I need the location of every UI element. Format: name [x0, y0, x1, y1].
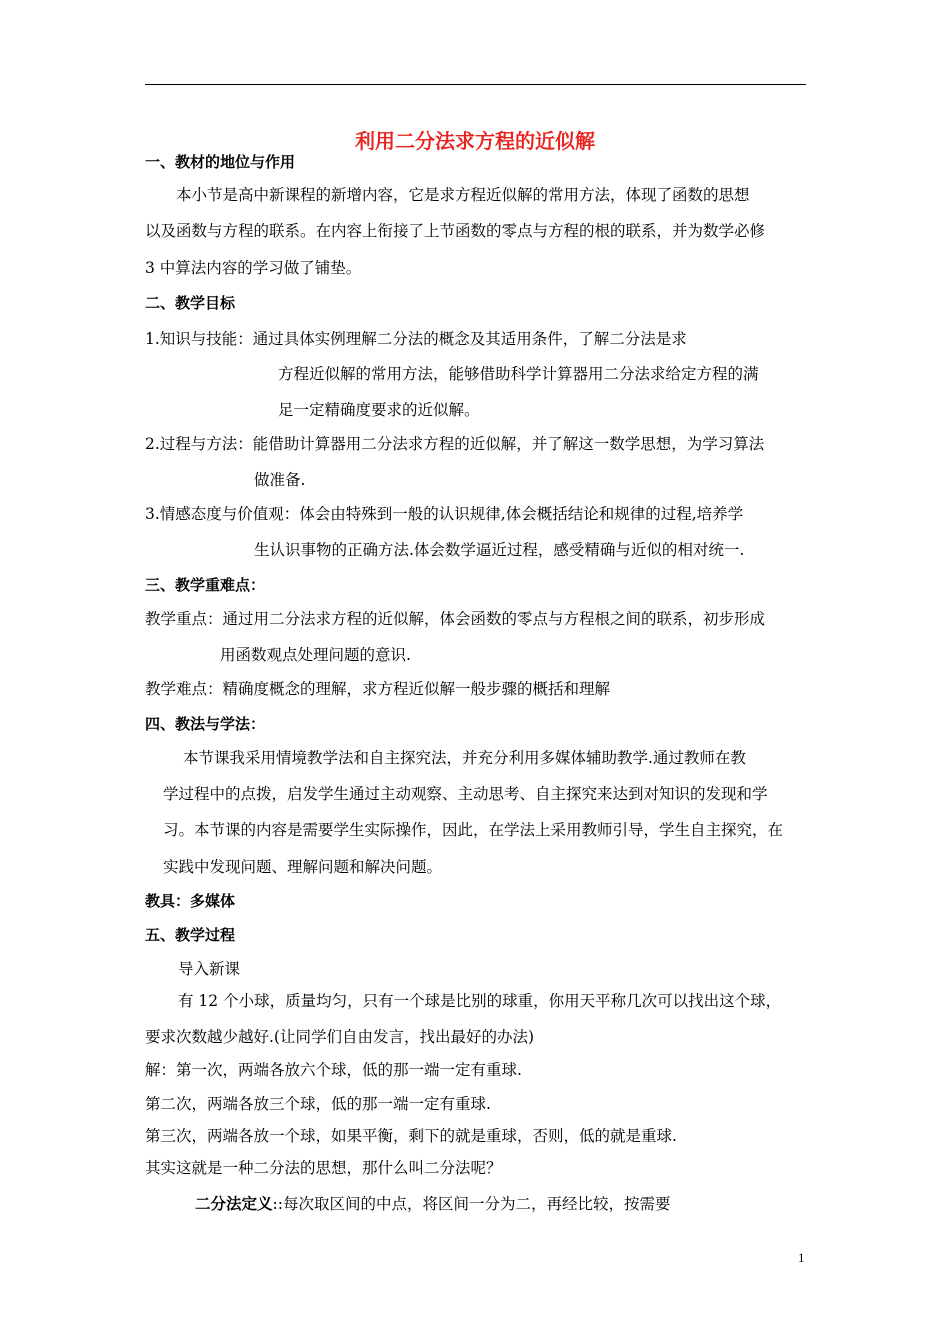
paragraph-line: 习。本节课的内容是需要学生实际操作，因此，在学法上采用教师引导，学生自主探究，在 [163, 821, 784, 839]
paragraph-line: 教学难点：精确度概念的理解，求方程近似解一般步骤的概括和理解 [145, 680, 611, 698]
paragraph-line: 解：第一次，两端各放六个球，低的那一端一定有重球. [145, 1061, 522, 1079]
paragraph-line: 本节课我采用情境教学法和自主探究法，并充分利用多媒体辅助教学.通过教师在教 [183, 749, 746, 767]
paragraph-line: 学过程中的点拨，启发学生通过主动观察、主动思考、自主探究来达到对知识的发现和学 [163, 785, 768, 803]
paragraph-line: 第二次，两端各放三个球，低的那一端一定有重球. [145, 1095, 491, 1113]
section-heading-2: 二、教学目标 [145, 294, 236, 312]
header-rule [145, 84, 806, 85]
paragraph-line: 实践中发现问题、理解问题和解决问题。 [163, 858, 443, 876]
definition-line [195, 1194, 670, 1214]
definition-label: 二分法定义 [195, 1195, 273, 1213]
paragraph-line: 做准备. [254, 471, 306, 489]
section-heading-1: 一、教材的地位与作用 [145, 153, 296, 171]
paragraph-line: 要求次数越少越好.(让同学们自由发言，找出最好的办法) [145, 1028, 535, 1046]
page-number: 1 [798, 1250, 805, 1265]
paragraph-line: 教学重点：通过用二分法求方程的近似解，体会函数的零点与方程根之间的联系，初步形成 [145, 610, 766, 628]
paragraph-line: 生认识事物的正确方法.体会数学逼近过程，感受精确与近似的相对统一. [254, 541, 745, 559]
paragraph-line: 有 12 个小球，质量均匀，只有一个球是比别的球重，你用天平称几次可以找出这个球， [178, 992, 782, 1010]
paragraph-line: 第三次，两端各放一个球，如果平衡，剩下的就是重球，否则，低的就是重球. [145, 1127, 677, 1145]
paragraph-line: 本小节是高中新课程的新增内容，它是求方程近似解的常用方法，体现了函数的思想 [176, 186, 750, 204]
paragraph-line: 3 中算法内容的学习做了铺垫。 [145, 259, 362, 277]
paragraph-line: 足一定精确度要求的近似解。 [278, 401, 480, 419]
section-heading-4: 四、教法与学法： [145, 715, 266, 733]
teaching-tools: 教具：多媒体 [145, 892, 236, 910]
paragraph-line: 导入新课 [178, 960, 241, 978]
paragraph-line: 其实这就是一种二分法的思想，那什么叫二分法呢？ [145, 1159, 502, 1177]
section-heading-3: 三、教学重难点： [145, 576, 266, 594]
paragraph-line: 方程近似解的常用方法，能够借助科学计算器用二分法求给定方程的满 [278, 365, 759, 383]
paragraph-line: 以及函数与方程的联系。在内容上衔接了上节函数的零点与方程的根的联系，并为数学必修 [145, 222, 766, 240]
section-heading-5: 五、教学过程 [145, 926, 236, 944]
paragraph-line: 1.知识与技能：通过具体实例理解二分法的概念及其适用条件，了解二分法是求 [145, 330, 687, 348]
paragraph-line: 2.过程与方法：能借助计算器用二分法求方程的近似解，并了解这一数学思想，为学习算法 [145, 435, 765, 453]
paragraph-line: 3.情感态度与价值观：体会由特殊到一般的认识规律,体会概括结论和规律的过程,培养学 [145, 505, 744, 523]
document-title: 利用二分法求方程的近似解 [355, 129, 595, 153]
definition-text: ::每次取区间的中点，将区间一分为二，再经比较，按需要 [272, 1195, 671, 1213]
paragraph-line: 用函数观点处理问题的意识. [220, 646, 411, 664]
